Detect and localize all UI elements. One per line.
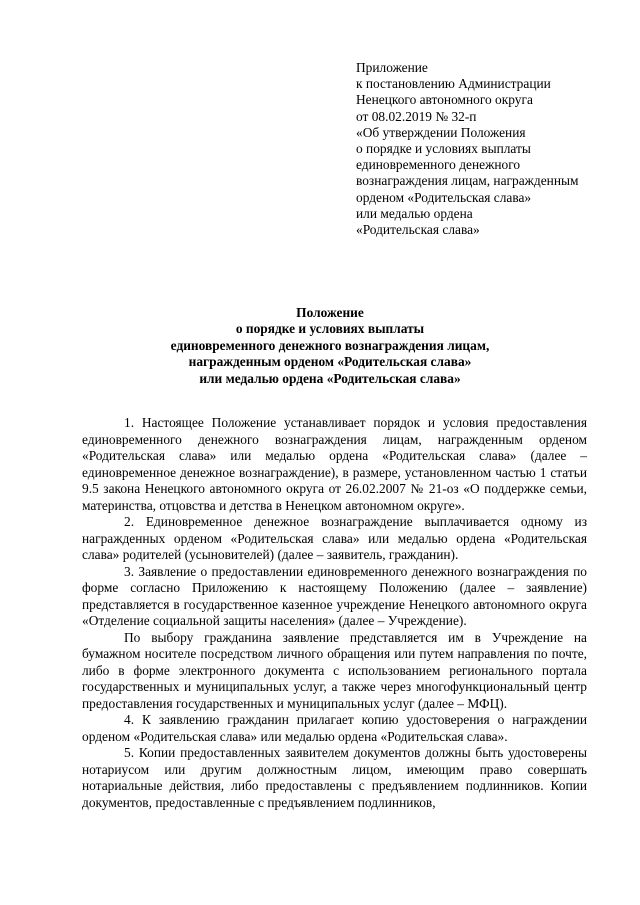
attachment-line: единовременного денежного (356, 157, 521, 173)
title-line: Положение (296, 305, 364, 320)
paragraph-3: 3. Заявление о предоставлении единовременного денежного вознаграждения по форме согласно Приложению к настоящему Положению (далее – заявление) представляется в государственное казенное учреждение Ненецкого автономного округа «Отделение социальной защиты населения» (далее – Учреждение). (82, 563, 587, 628)
paragraph-4: 4. К заявлению гражданин прилагает копию удостоверения о награждении орденом «Родительская слава» или медалью ордена «Родительская слава». (82, 712, 587, 744)
title-line: награжденным орденом «Родительская слава» (188, 354, 472, 370)
title-line: или медалью ордена «Родительская слава» (199, 370, 461, 386)
attachment-line: вознаграждения лицам, награжденным (356, 173, 579, 189)
attachment-note (356, 60, 618, 238)
document-title (60, 305, 600, 387)
paragraph-5: 5. Копии предоставленных заявителем документов должны быть удостоверены нотариусом или другим должностным лицом, имеющим право совершать нотариальные действия, либо предоставлены с предъявлением подлинников. Копии документов, предоставленные с предъявлением подлинников, (82, 745, 587, 810)
attachment-line: Приложение (356, 60, 428, 75)
attachment-line: «Об утверждении Положения (356, 124, 526, 140)
attachment-line: о порядке и условиях выплаты (356, 141, 531, 157)
title-line: единовременного денежного вознаграждения лицам, (170, 337, 490, 353)
document-body (82, 415, 587, 811)
paragraph-1: 1. Настоящее Положение устанавливает порядок и условия предоставления единовременного денежного вознаграждения лицам, награжденным орденом «Родительская слава» или медалью ордена «Родительская слава» (далее – единовременное денежное вознаграждение), в размере, установленном частью 1 статьи 9.5 закона Ненецкого автономного округа от 26.02.2007 № 21-оз «О поддержке семьи, материнства, отцовства и детства в Ненецком автономном округе». (82, 415, 587, 513)
attachment-line: от 08.02.2019 № 32-п (356, 108, 477, 124)
attachment-line: «Родительская слава» (356, 222, 480, 238)
attachment-line: к постановлению Администрации (356, 76, 551, 92)
title-line: о порядке и условиях выплаты (235, 321, 425, 337)
attachment-line: или медалью ордена (356, 205, 473, 221)
paragraph-3-continued: По выбору гражданина заявление представляется им в Учреждение на бумажном носителе посредством личного обращения или путем направления по почте, либо в форме электронного документа с использованием регионального портала государственных и муниципальных услуг, а также через многофункциональный центр предоставления государственных и муниципальных услуг (далее – МФЦ). (82, 629, 587, 711)
attachment-line: орденом «Родительская слава» (356, 189, 532, 205)
paragraph-2: 2. Единовременное денежное вознаграждение выплачивается одному из награжденных орденом «Родительская слава» или медалью ордена «Родительская слава» родителей (усыновителей) (далее – заявитель, гражданин). (82, 514, 587, 562)
attachment-line: Ненецкого автономного округа (356, 92, 533, 108)
